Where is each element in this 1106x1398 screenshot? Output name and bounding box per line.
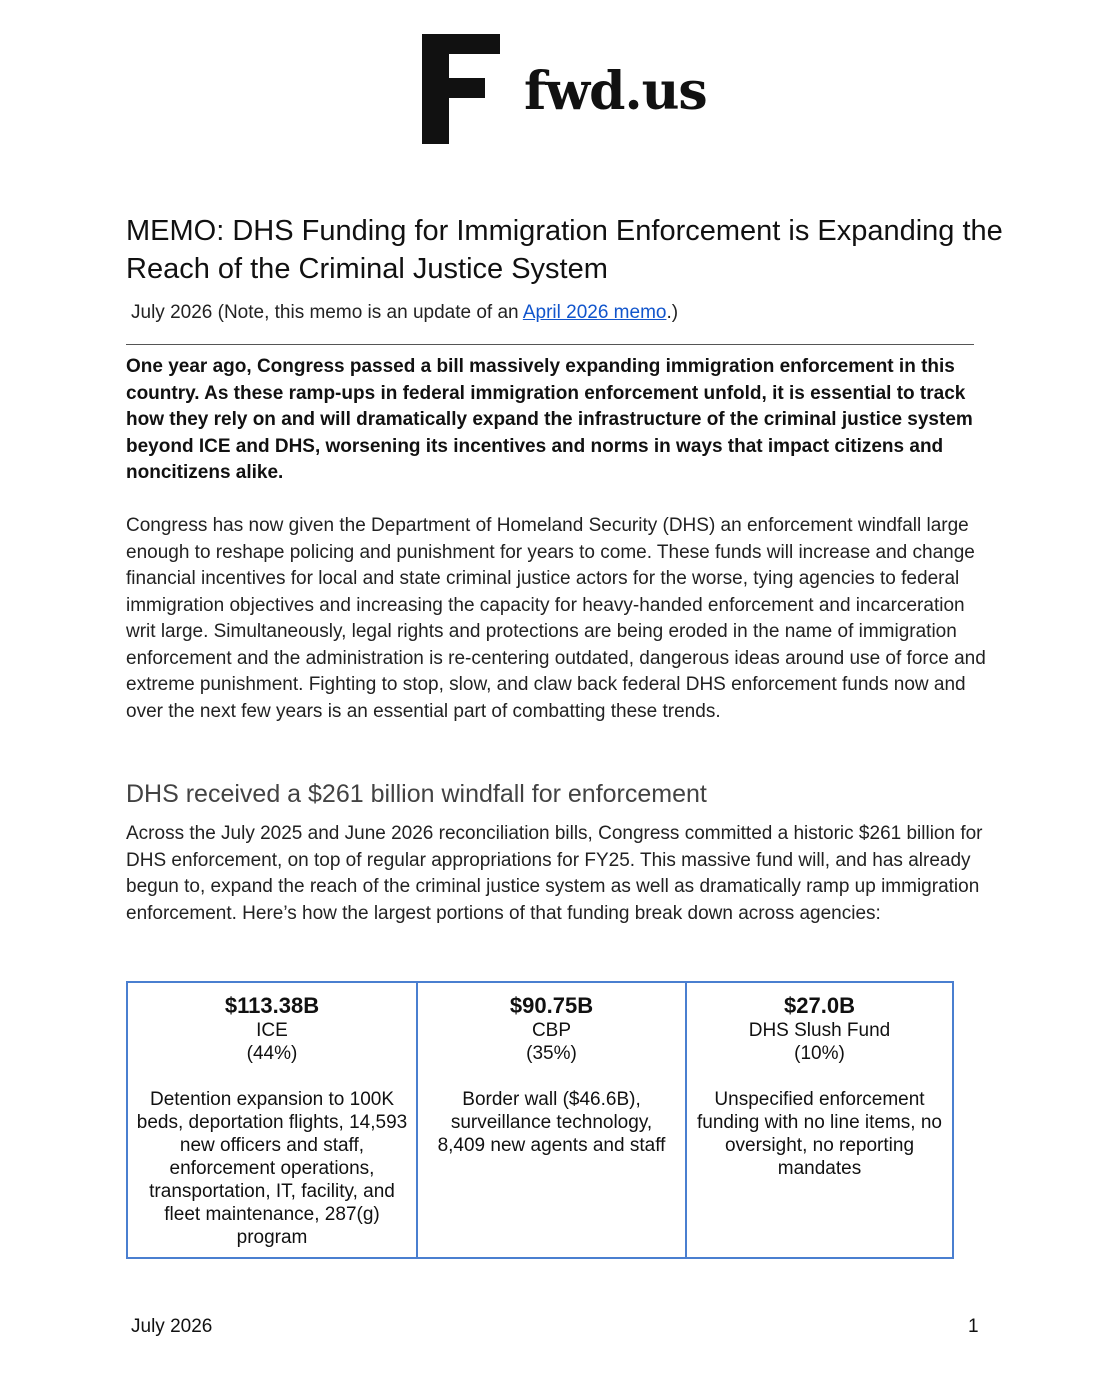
footer-date: July 2026 <box>131 1316 213 1337</box>
section-heading: DHS received a $261 billion windfall for enforcement <box>126 780 707 808</box>
funding-agency: CBP <box>531 1020 572 1041</box>
dateline-prefix: July 2026 (Note, this memo is an update of an <box>131 302 523 323</box>
dateline-suffix: .) <box>666 302 679 323</box>
funding-cell-cbp <box>417 982 686 1258</box>
funding-amount: $90.75B <box>509 993 594 1018</box>
funding-row <box>127 982 953 1258</box>
page-number: 1 <box>968 1316 979 1337</box>
funding-description: Unspecified enforcement funding with no line items, no oversight, no reporting mandates <box>696 1089 943 1179</box>
body-paragraph-2: Across the July 2025 and June 2026 reconciliation bills, Congress committed a historic $261 billion for DHS enforcement, on top of regular appropriations for FY25. This massive fund will, and has already begun to, expand the reach of the criminal justice system as well as dramatically ramp up immigration enforcement. Here’s how the largest portions of that funding break down across agencies: <box>126 823 983 924</box>
april-memo-link[interactable]: April 2026 memo <box>522 302 667 323</box>
body-paragraph-1: Congress has now given the Department of Homeland Security (DHS) an enforcement windfall large enough to reshape policing and punishment for years to come. These funds will increase and change financial incentives for local and state criminal justice actors for the worse, tying agencies to federal immigration objectives and increasing the capacity for heavy-handed enforcement and incarceration writ large. Simultaneously, legal rights and protections are being eroded in the name of immigration enforcement and the administration is re-centering outdated, dangerous ideas around use of force and extreme punishment. Fighting to stop, slow, and claw back federal DHS enforcement funds now and over the next few years is an essential part of combatting these trends. <box>126 515 986 722</box>
funding-amount: $27.0B <box>784 993 855 1018</box>
funding-agency: DHS Slush Fund <box>748 1020 891 1041</box>
funding-description: Border wall ($46.6B), surveillance technology, 8,409 new agents and staff <box>437 1089 666 1156</box>
funding-agency: ICE <box>256 1020 288 1041</box>
intro-paragraph: One year ago, Congress passed a bill massively expanding immigration enforcement in this country. As these ramp-ups in federal immigration enforcement unfold, it is essential to track how they rely on and will dramatically expand the infrastructure of the criminal justice system beyond ICE and DHS, worsening its incentives and norms in ways that impact citizens and noncitizens alike. <box>126 356 973 483</box>
fwd-f-logo-icon <box>422 34 502 144</box>
funding-percent: (10%) <box>794 1043 845 1064</box>
funding-cell-slush-fund <box>686 982 953 1258</box>
fwd-us-logo <box>422 34 707 144</box>
funding-percent: (35%) <box>526 1043 577 1064</box>
funding-table <box>126 981 954 1259</box>
funding-amount: $113.38B <box>224 993 320 1018</box>
funding-description: Detention expansion to 100K beds, deportation flights, 14,593 new officers and staff, enforcement operations, transportation, IT, facility, and fleet maintenance, 287(g) program <box>136 1089 408 1248</box>
memo-dateline <box>131 302 678 324</box>
horizontal-divider <box>126 344 974 345</box>
memo-title: MEMO: DHS Funding for Immigration Enforcement is Expanding the Reach of the Criminal Justice System <box>126 215 1003 285</box>
logo-wordmark: fwd.us <box>524 60 707 122</box>
funding-percent: (44%) <box>246 1043 298 1064</box>
funding-cell-ice <box>127 982 417 1258</box>
